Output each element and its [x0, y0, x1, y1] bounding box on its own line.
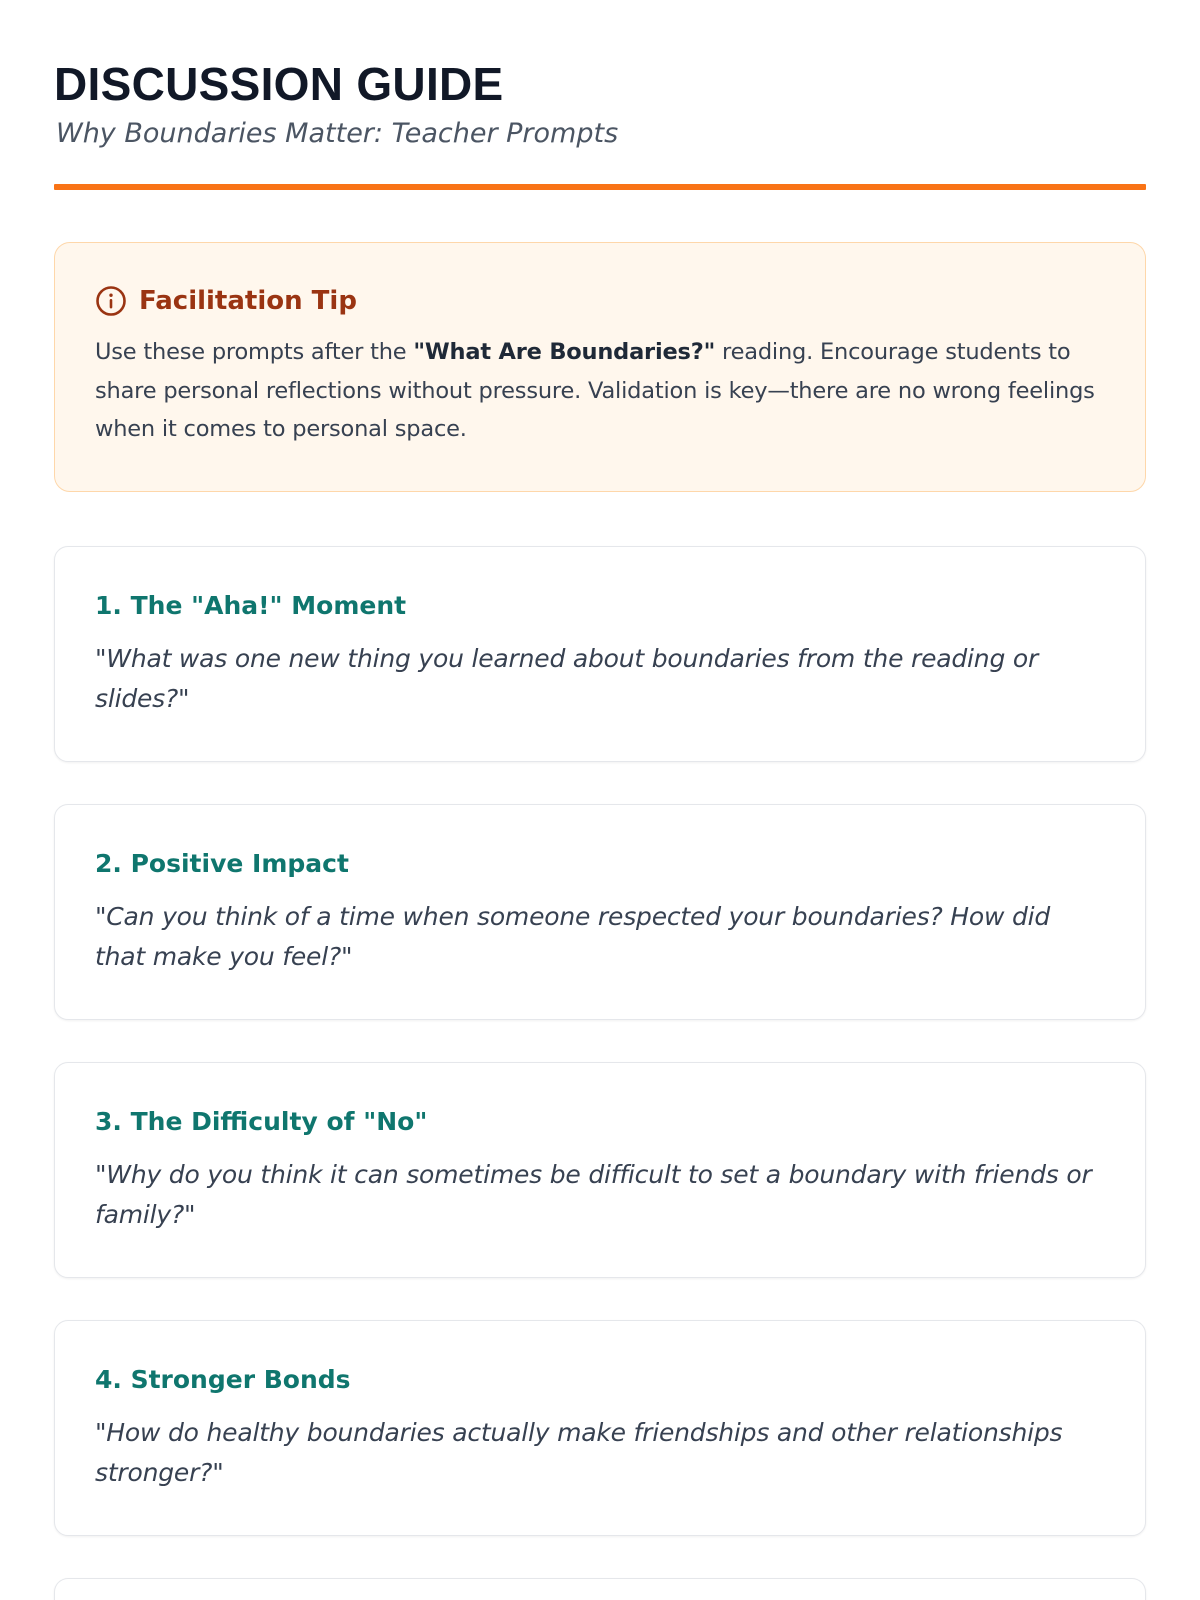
prompt-title: 2. Positive Impact: [95, 849, 349, 878]
prompt-question: "How do healthy boundaries actually make friendships and other relationships stronger?": [95, 1418, 1063, 1487]
page-header: [54, 0, 1146, 190]
prompt-card: [54, 1320, 1146, 1536]
header-divider: [54, 184, 1146, 190]
prompt-title: 3. The Difficulty of "No": [95, 1107, 428, 1136]
page-subtitle: Why Boundaries Matter: Teacher Prompts: [56, 118, 619, 149]
prompt-title: 1. The "Aha!" Moment: [95, 591, 407, 620]
facilitation-tip-box: [54, 242, 1146, 492]
tip-body-intro: Use these prompts after the: [95, 339, 414, 365]
page-title: DISCUSSION GUIDE: [54, 58, 504, 110]
tip-title: Facilitation Tip: [139, 286, 357, 316]
prompt-question: "What was one new thing you learned about boundaries from the reading or slides?": [95, 644, 1039, 713]
tip-body-reading-name: "What Are Boundaries?": [413, 339, 716, 365]
tip-body-rest: reading. Encourage students to share personal reflections without pressure. Validation is key—there are no wrong feelings when it comes to personal space.: [95, 339, 1095, 442]
prompt-title: 4. Stronger Bonds: [95, 1365, 351, 1394]
tip-header: [95, 283, 1105, 319]
prompt-question: "Why do you think it can sometimes be difficult to set a boundary with friends or family?": [95, 1160, 1092, 1229]
prompt-question: "Can you think of a time when someone respected your boundaries? How did that make you feel?": [95, 902, 1051, 971]
prompt-card: [54, 1062, 1146, 1278]
prompt-card-partial: [54, 1578, 1146, 1600]
tip-body: [95, 333, 1105, 449]
prompt-card: [54, 546, 1146, 762]
prompt-card: [54, 804, 1146, 1020]
info-circle-icon: [95, 285, 127, 317]
